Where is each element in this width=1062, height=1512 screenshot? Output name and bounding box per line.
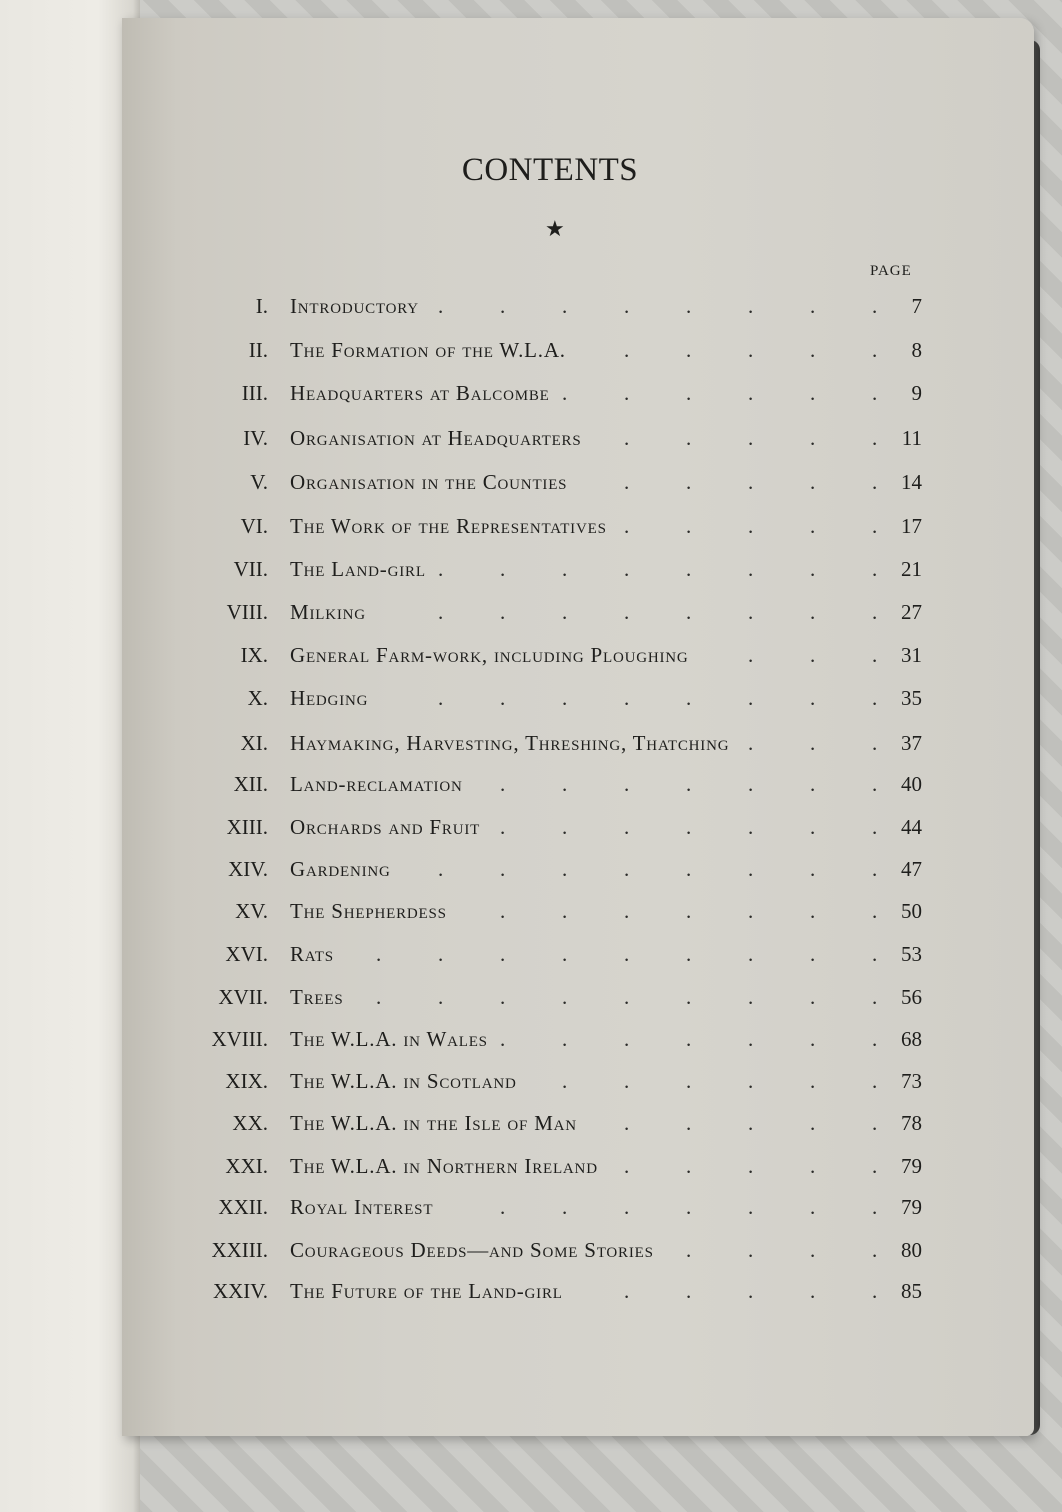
page-number: 79 [901, 1154, 922, 1178]
toc-entry: XXII. Royal Interest 79 . . . . . . . [218, 1195, 922, 1219]
toc-entry: VII. The Land-girl 21 . . . . . . . . [233, 557, 922, 581]
page-number: 68 [901, 1027, 922, 1051]
toc-entry: XII. Land-reclamation 40 . . . . . . . [233, 772, 922, 796]
chapter-title: Introductory [290, 294, 419, 318]
chapter-title: Haymaking, Harvesting, Threshing, Thatching [290, 731, 730, 755]
page-number: 31 [901, 643, 922, 667]
chapter-numeral: XXIII. [211, 1238, 268, 1262]
chapter-numeral: XIV. [228, 857, 268, 881]
chapter-title: The Land-girl [290, 557, 426, 581]
page-number: 53 [901, 942, 922, 966]
chapter-title: The W.L.A. in Northern Ireland [290, 1154, 598, 1178]
toc-entry: XIII. Orchards and Fruit 44 . . . . . . . [226, 815, 922, 839]
page-number: 8 [911, 338, 922, 362]
toc-entry: XXIV. The Future of the Land-girl 85 . . . . . [212, 1279, 922, 1303]
page-number: 7 [911, 294, 922, 318]
page-number: 47 [901, 857, 922, 881]
toc-entry: IX. General Farm-work, including Ploughing 31 . . . [240, 643, 922, 667]
page-number: 40 [901, 772, 922, 796]
page-number: 78 [901, 1111, 922, 1135]
page-number: 50 [901, 899, 922, 923]
chapter-numeral: II. [248, 338, 268, 362]
toc-entry: XVII. Trees 56 . . . . . . . . . [218, 985, 922, 1009]
chapter-numeral: XX. [232, 1111, 268, 1135]
chapter-numeral: III. [241, 381, 268, 405]
toc-entry: IV. Organisation at Headquarters 11 . . . . . [243, 426, 922, 450]
toc-entry: XVI. Rats 53 . . . . . . . . . [225, 942, 922, 966]
chapter-numeral: XV. [235, 899, 268, 923]
toc-entry: XX. The W.L.A. in the Isle of Man 78 . . . . . [232, 1111, 922, 1135]
chapter-numeral: VIII. [226, 600, 268, 624]
chapter-numeral: IX. [240, 643, 268, 667]
chapter-numeral: XXII. [218, 1195, 268, 1219]
toc-entry: III. Headquarters at Balcombe 9 . . . . . . [241, 381, 922, 405]
chapter-title: Trees [290, 985, 344, 1009]
page-number: 14 [901, 470, 922, 494]
chapter-numeral: XVII. [218, 985, 268, 1009]
chapter-numeral: VII. [233, 557, 268, 581]
chapter-numeral: XVIII. [211, 1027, 268, 1051]
page-number: 79 [901, 1195, 922, 1219]
chapter-title: The W.L.A. in Scotland [290, 1069, 517, 1093]
page-title: CONTENTS [461, 152, 639, 188]
chapter-title: Organisation in the Counties [290, 470, 568, 494]
chapter-numeral: XVI. [225, 942, 268, 966]
page-number: 35 [901, 686, 922, 710]
chapter-title: Orchards and Fruit [290, 815, 481, 839]
page-number: 56 [901, 985, 922, 1009]
chapter-title: The Formation of the W.L.A. [290, 338, 566, 362]
toc-entry: XIV. Gardening 47 . . . . . . . . [228, 857, 922, 881]
toc-entry: II. The Formation of the W.L.A. 8 . . . . . [248, 338, 922, 362]
chapter-title: Organisation at Headquarters [290, 426, 582, 450]
page-number: 9 [911, 381, 922, 405]
page-number: 27 [901, 600, 922, 624]
toc-entry: I. Introductory 7 . . . . . . . . [255, 294, 922, 318]
toc-entry: XXI. The W.L.A. in Northern Ireland 79 . . . . . [225, 1154, 922, 1178]
toc-entry: XV. The Shepherdess 50 . . . . . . . [235, 899, 922, 923]
chapter-title: Land-reclamation [290, 772, 463, 796]
page-number: 73 [901, 1069, 922, 1093]
chapter-title: The W.L.A. in the Isle of Man [290, 1111, 577, 1135]
chapter-numeral: XXI. [225, 1154, 268, 1178]
page-number: 11 [901, 426, 922, 450]
chapter-numeral: XIX. [225, 1069, 268, 1093]
chapter-numeral: VI. [240, 514, 268, 538]
toc-entry: V. Organisation in the Counties 14 . . . . . [250, 470, 922, 494]
page-number: 17 [901, 514, 922, 538]
chapter-numeral: XI. [240, 731, 268, 755]
chapter-title: Gardening [290, 857, 391, 881]
chapter-numeral: V. [250, 470, 268, 494]
chapter-numeral: XXIV. [212, 1279, 268, 1303]
page-number: 80 [901, 1238, 922, 1262]
page-number: 85 [901, 1279, 922, 1303]
page-number: 37 [901, 731, 922, 755]
chapter-numeral: I. [255, 294, 268, 318]
chapter-numeral: XIII. [226, 815, 268, 839]
toc-entry: VI. The Work of the Representatives 17 . . . . . [240, 514, 922, 538]
chapter-title: The W.L.A. in Wales [290, 1027, 488, 1051]
page-number: 21 [901, 557, 922, 581]
page-number: 44 [901, 815, 922, 839]
chapter-numeral: X. [247, 686, 268, 710]
star-ornament-icon: ★ [545, 216, 565, 241]
toc-entry: VIII. Milking 27 . . . . . . . . [226, 600, 922, 624]
chapter-title: The Work of the Representatives [290, 514, 607, 538]
chapter-title: Headquarters at Balcombe [290, 381, 550, 405]
chapter-title: Milking [290, 600, 366, 624]
chapter-title: Royal Interest [290, 1195, 434, 1219]
chapter-title: General Farm-work, including Ploughing [290, 643, 689, 667]
toc-entry: XIX. The W.L.A. in Scotland 73 . . . . . . [225, 1069, 922, 1093]
toc-entry: XVIII. The W.L.A. in Wales 68 . . . . . . . [211, 1027, 922, 1051]
chapter-title: Courageous Deeds—and Some Stories [290, 1238, 654, 1262]
toc-entry: XXIII. Courageous Deeds—and Some Stories 80 . . . . [211, 1238, 922, 1262]
chapter-title: The Shepherdess [290, 899, 447, 923]
chapter-numeral: XII. [233, 772, 268, 796]
chapter-title: Rats [290, 942, 334, 966]
chapter-title: The Future of the Land-girl [290, 1279, 563, 1303]
page-column-label: PAGE [870, 263, 912, 279]
toc-entry: XI. Haymaking, Harvesting, Threshing, Thatching 37 . . . [240, 731, 922, 755]
chapter-title: Hedging [290, 686, 369, 710]
toc-entry: X. Hedging 35 . . . . . . . . [247, 686, 922, 710]
chapter-numeral: IV. [243, 426, 268, 450]
